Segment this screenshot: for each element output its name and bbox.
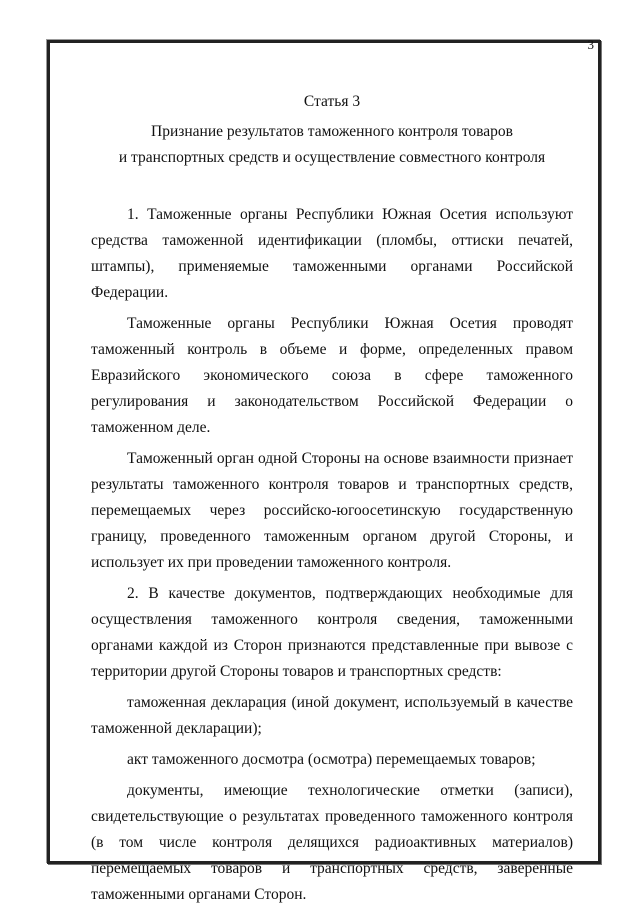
paragraph-6: акт таможенного досмотра (осмотра) перемещаемых товаров; (127, 751, 536, 768)
page-border (47, 37, 601, 903)
paragraph-5: таможенная декларация (иной документ, используемый в качестве таможенной декларации); (91, 694, 573, 737)
article-heading: Статья 3 (303, 93, 361, 110)
paragraph-7: документы, имеющие технологические отметки (записи), свидетельствующие о результатах проведенного таможенного контроля (в том числе контроля делящихся радиоактивных материалов) перемещаемых товаров и транспортных средств, заверенные таможенными органами Сторон. (91, 782, 573, 903)
paragraph-2: Таможенные органы Республики Южная Осетия проводят таможенный контроль в объеме и форме, определенных правом Евразийского экономического союза в сфере таможенного регулирования и законодательством Российской Федерации о таможенном деле. (91, 315, 573, 436)
paragraph-4: 2. В качестве документов, подтверждающих необходимые для осуществления таможенного контроля сведения, таможенными органами каждой из Сторон признаются представленные при вывозе с территории другой Стороны товаров и транспортных средств: (91, 585, 573, 680)
article-title-line-2: и транспортных средств и осуществление совместного контроля (118, 149, 546, 166)
document-body (91, 89, 573, 908)
paragraph-3: Таможенный орган одной Стороны на основе взаимности признает результаты таможенного контроля товаров и транспортных средств, перемещаемых через российско-югоосетинскую государственную границу, проведенного таможенным органом другой Стороны, и использует их при проведении таможенного контроля. (91, 450, 573, 571)
paragraph-1: 1. Таможенные органы Республики Южная Осетия используют средства таможенной идентификации (пломбы, оттиски печатей, штампы), применяемые таможенными органами Российской Федерации. (91, 206, 573, 301)
page-number: 3 (587, 37, 594, 52)
article-title-line-1: Признание результатов таможенного контроля товаров (151, 123, 513, 140)
